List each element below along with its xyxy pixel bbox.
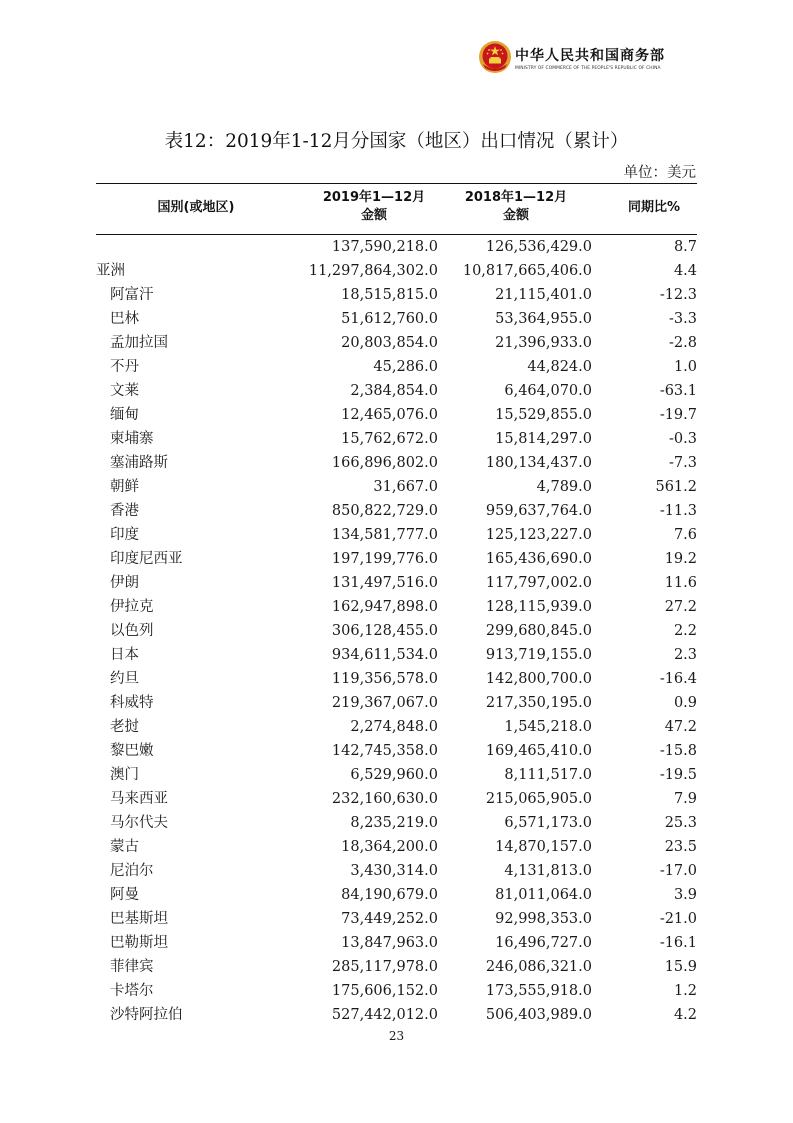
region-cell: 文莱 [110,383,139,399]
yoy-cell: 8.7 [673,239,697,255]
yoy-cell: -2.8 [669,335,697,351]
amount-2018-cell: 125,123,227.0 [485,527,592,543]
amount-2018-cell: 15,814,297.0 [495,431,592,447]
yoy-cell: 3.9 [673,887,697,903]
yoy-cell: -12.3 [659,287,697,303]
table-row [96,595,697,619]
yoy-cell: 561.2 [655,479,697,495]
header-region: 国别(或地区) [157,200,235,215]
region-cell: 日本 [110,647,139,663]
region-cell: 菲律宾 [110,959,154,975]
yoy-cell: -19.5 [659,767,697,783]
yoy-cell: -17.0 [659,863,697,879]
amount-2018-cell: 6,464,070.0 [504,383,592,399]
header-2019-amount [309,189,439,225]
amount-2018-cell: 217,350,195.0 [485,695,592,711]
region-cell: 伊拉克 [110,599,154,615]
amount-2019-cell: 18,364,200.0 [341,839,438,855]
amount-2018-cell: 169,465,410.0 [485,743,592,759]
table-row [96,931,697,955]
amount-2019-cell: 15,762,672.0 [341,431,438,447]
table-row [96,667,697,691]
table-row [96,499,697,523]
table-row [96,235,697,259]
amount-2019-cell: 2,384,854.0 [350,383,438,399]
table-row [96,331,697,355]
region-cell: 黎巴嫩 [110,743,154,759]
amount-2018-cell: 128,115,939.0 [485,599,592,615]
amount-2018-cell: 21,396,933.0 [495,335,592,351]
amount-2019-cell: 2,274,848.0 [350,719,438,735]
table-row [96,451,697,475]
amount-2019-cell: 850,822,729.0 [331,503,438,519]
table-row [96,403,697,427]
amount-2019-cell: 527,442,012.0 [331,1007,438,1023]
unit-label: 单位：美元 [623,165,696,181]
yoy-cell: 23.5 [664,839,697,855]
table-row [96,283,697,307]
amount-2019-cell: 134,581,777.0 [331,527,438,543]
amount-2018-cell: 15,529,855.0 [495,407,592,423]
amount-2018-cell: 16,496,727.0 [495,935,592,951]
table-row [96,787,697,811]
region-cell: 马尔代夫 [110,815,168,831]
table-row [96,379,697,403]
amount-2019-cell: 162,947,898.0 [331,599,438,615]
table-row [96,571,697,595]
amount-2019-cell: 31,667.0 [373,479,438,495]
header-2018-amount [451,189,581,225]
yoy-cell: 11.6 [664,575,697,591]
amount-2018-cell: 21,115,401.0 [495,287,592,303]
header-2019-period: 2019年1—12月 [322,190,426,205]
amount-2018-cell: 180,134,437.0 [485,455,592,471]
table-row [96,619,697,643]
table-row [96,955,697,979]
amount-2019-cell: 219,367,067.0 [331,695,438,711]
table-row [96,355,697,379]
amount-2019-cell: 13,847,963.0 [341,935,438,951]
amount-2019-cell: 934,611,534.0 [331,647,438,663]
yoy-cell: 1.2 [673,983,697,999]
table-row [96,859,697,883]
table-row [96,715,697,739]
amount-2018-cell: 117,797,002.0 [485,575,592,591]
region-cell: 缅甸 [110,407,139,423]
amount-2019-cell: 197,199,776.0 [331,551,438,567]
header-yoy: 同期比% [627,200,681,215]
amount-2019-cell: 131,497,516.0 [331,575,438,591]
amount-2018-cell: 913,719,155.0 [485,647,592,663]
ministry-name-english: MINISTRY OF COMMERCE OF THE PEOPLE'S REPUBLIC OF CHINA [515,66,661,71]
amount-2019-cell: 119,356,578.0 [331,671,438,687]
amount-2018-cell: 8,111,517.0 [504,767,592,783]
region-cell: 约旦 [110,671,139,687]
yoy-cell: 25.3 [664,815,697,831]
amount-2018-cell: 126,536,429.0 [485,239,592,255]
amount-2019-cell: 175,606,152.0 [331,983,438,999]
yoy-cell: 47.2 [664,719,697,735]
region-cell: 以色列 [110,623,154,639]
header-2019-amount-label: 金额 [360,208,387,223]
amount-2018-cell: 6,571,173.0 [504,815,592,831]
table-row [96,907,697,931]
yoy-cell: -16.1 [659,935,697,951]
table-row [96,883,697,907]
amount-2018-cell: 4,131,813.0 [504,863,592,879]
header-2018-period: 2018年1—12月 [464,190,568,205]
yoy-cell: 4.2 [673,1007,697,1023]
amount-2019-cell: 8,235,219.0 [350,815,438,831]
yoy-cell: 0.9 [673,695,697,711]
amount-2019-cell: 306,128,455.0 [331,623,438,639]
yoy-cell: 7.6 [673,527,697,543]
national-emblem-icon [478,40,512,74]
region-cell: 卡塔尔 [110,983,154,999]
amount-2018-cell: 215,065,905.0 [485,791,592,807]
amount-2018-cell: 299,680,845.0 [485,623,592,639]
amount-2018-cell: 4,789.0 [536,479,592,495]
table-row [96,811,697,835]
table-row [96,643,697,667]
amount-2018-cell: 142,800,700.0 [485,671,592,687]
amount-2018-cell: 92,998,353.0 [495,911,592,927]
table-row [96,739,697,763]
header-2018-amount-label: 金额 [502,208,529,223]
amount-2018-cell: 44,824.0 [527,359,592,375]
yoy-cell: 15.9 [664,959,697,975]
amount-2019-cell: 51,612,760.0 [341,311,438,327]
amount-2018-cell: 1,545,218.0 [504,719,592,735]
table-row [96,523,697,547]
amount-2019-cell: 11,297,864,302.0 [308,263,438,279]
table-row [96,307,697,331]
yoy-cell: -0.3 [669,431,697,447]
region-cell: 科威特 [110,695,154,711]
region-cell: 巴林 [110,311,139,327]
amount-2018-cell: 959,637,764.0 [485,503,592,519]
region-cell: 不丹 [110,359,139,375]
amount-2019-cell: 232,160,630.0 [331,791,438,807]
amount-2018-cell: 53,364,955.0 [495,311,592,327]
amount-2019-cell: 142,745,358.0 [331,743,438,759]
amount-2019-cell: 84,190,679.0 [341,887,438,903]
table-row [96,835,697,859]
region-cell: 巴基斯坦 [110,911,168,927]
amount-2019-cell: 166,896,802.0 [331,455,438,471]
yoy-cell: -3.3 [669,311,697,327]
yoy-cell: -63.1 [659,383,697,399]
amount-2019-cell: 20,803,854.0 [341,335,438,351]
region-cell: 老挝 [110,719,139,735]
region-cell: 香港 [110,503,139,519]
page-number: 23 [388,1029,405,1043]
region-cell: 印度 [110,527,139,543]
region-cell: 澳门 [110,767,139,783]
amount-2019-cell: 45,286.0 [373,359,438,375]
table-row [96,547,697,571]
amount-2019-cell: 137,590,218.0 [331,239,438,255]
region-cell: 伊朗 [110,575,139,591]
amount-2018-cell: 81,011,064.0 [495,887,592,903]
table-top-rule [96,183,697,184]
page-title: 表12：2019年1-12月分国家（地区）出口情况（累计） [164,131,629,152]
yoy-cell: 27.2 [664,599,697,615]
amount-2018-cell: 173,555,918.0 [485,983,592,999]
amount-2019-cell: 18,515,815.0 [341,287,438,303]
yoy-cell: 2.2 [673,623,697,639]
table-row [96,1003,697,1027]
region-cell: 尼泊尔 [110,863,154,879]
region-cell: 沙特阿拉伯 [110,1007,183,1023]
table-row [96,691,697,715]
table-row [96,259,697,283]
region-cell: 阿曼 [110,887,139,903]
yoy-cell: 7.9 [673,791,697,807]
table-row [96,979,697,1003]
region-cell: 朝鲜 [110,479,139,495]
ministry-name: 中华人民共和国商务部 [515,48,665,64]
table-row [96,427,697,451]
region-cell: 亚洲 [96,263,125,279]
region-cell: 蒙古 [110,839,139,855]
amount-2018-cell: 165,436,690.0 [485,551,592,567]
amount-2018-cell: 246,086,321.0 [485,959,592,975]
region-cell: 印度尼西亚 [110,551,183,567]
yoy-cell: 1.0 [673,359,697,375]
amount-2018-cell: 10,817,665,406.0 [462,263,592,279]
yoy-cell: -16.4 [659,671,697,687]
region-cell: 柬埔寨 [110,431,154,447]
region-cell: 孟加拉国 [110,335,168,351]
yoy-cell: -19.7 [659,407,697,423]
yoy-cell: -7.3 [669,455,697,471]
amount-2019-cell: 3,430,314.0 [350,863,438,879]
table-row [96,475,697,499]
amount-2018-cell: 506,403,989.0 [485,1007,592,1023]
yoy-cell: 4.4 [673,263,697,279]
amount-2018-cell: 14,870,157.0 [495,839,592,855]
region-cell: 巴勒斯坦 [110,935,168,951]
region-cell: 马来西亚 [110,791,168,807]
yoy-cell: -11.3 [659,503,697,519]
yoy-cell: -15.8 [659,743,697,759]
region-cell: 阿富汗 [110,287,154,303]
amount-2019-cell: 285,117,978.0 [331,959,438,975]
region-cell: 塞浦路斯 [110,455,168,471]
yoy-cell: 2.3 [673,647,697,663]
table-body [96,235,697,1027]
amount-2019-cell: 12,465,076.0 [341,407,438,423]
amount-2019-cell: 6,529,960.0 [350,767,438,783]
table-row [96,763,697,787]
yoy-cell: -21.0 [659,911,697,927]
yoy-cell: 19.2 [664,551,697,567]
amount-2019-cell: 73,449,252.0 [341,911,438,927]
